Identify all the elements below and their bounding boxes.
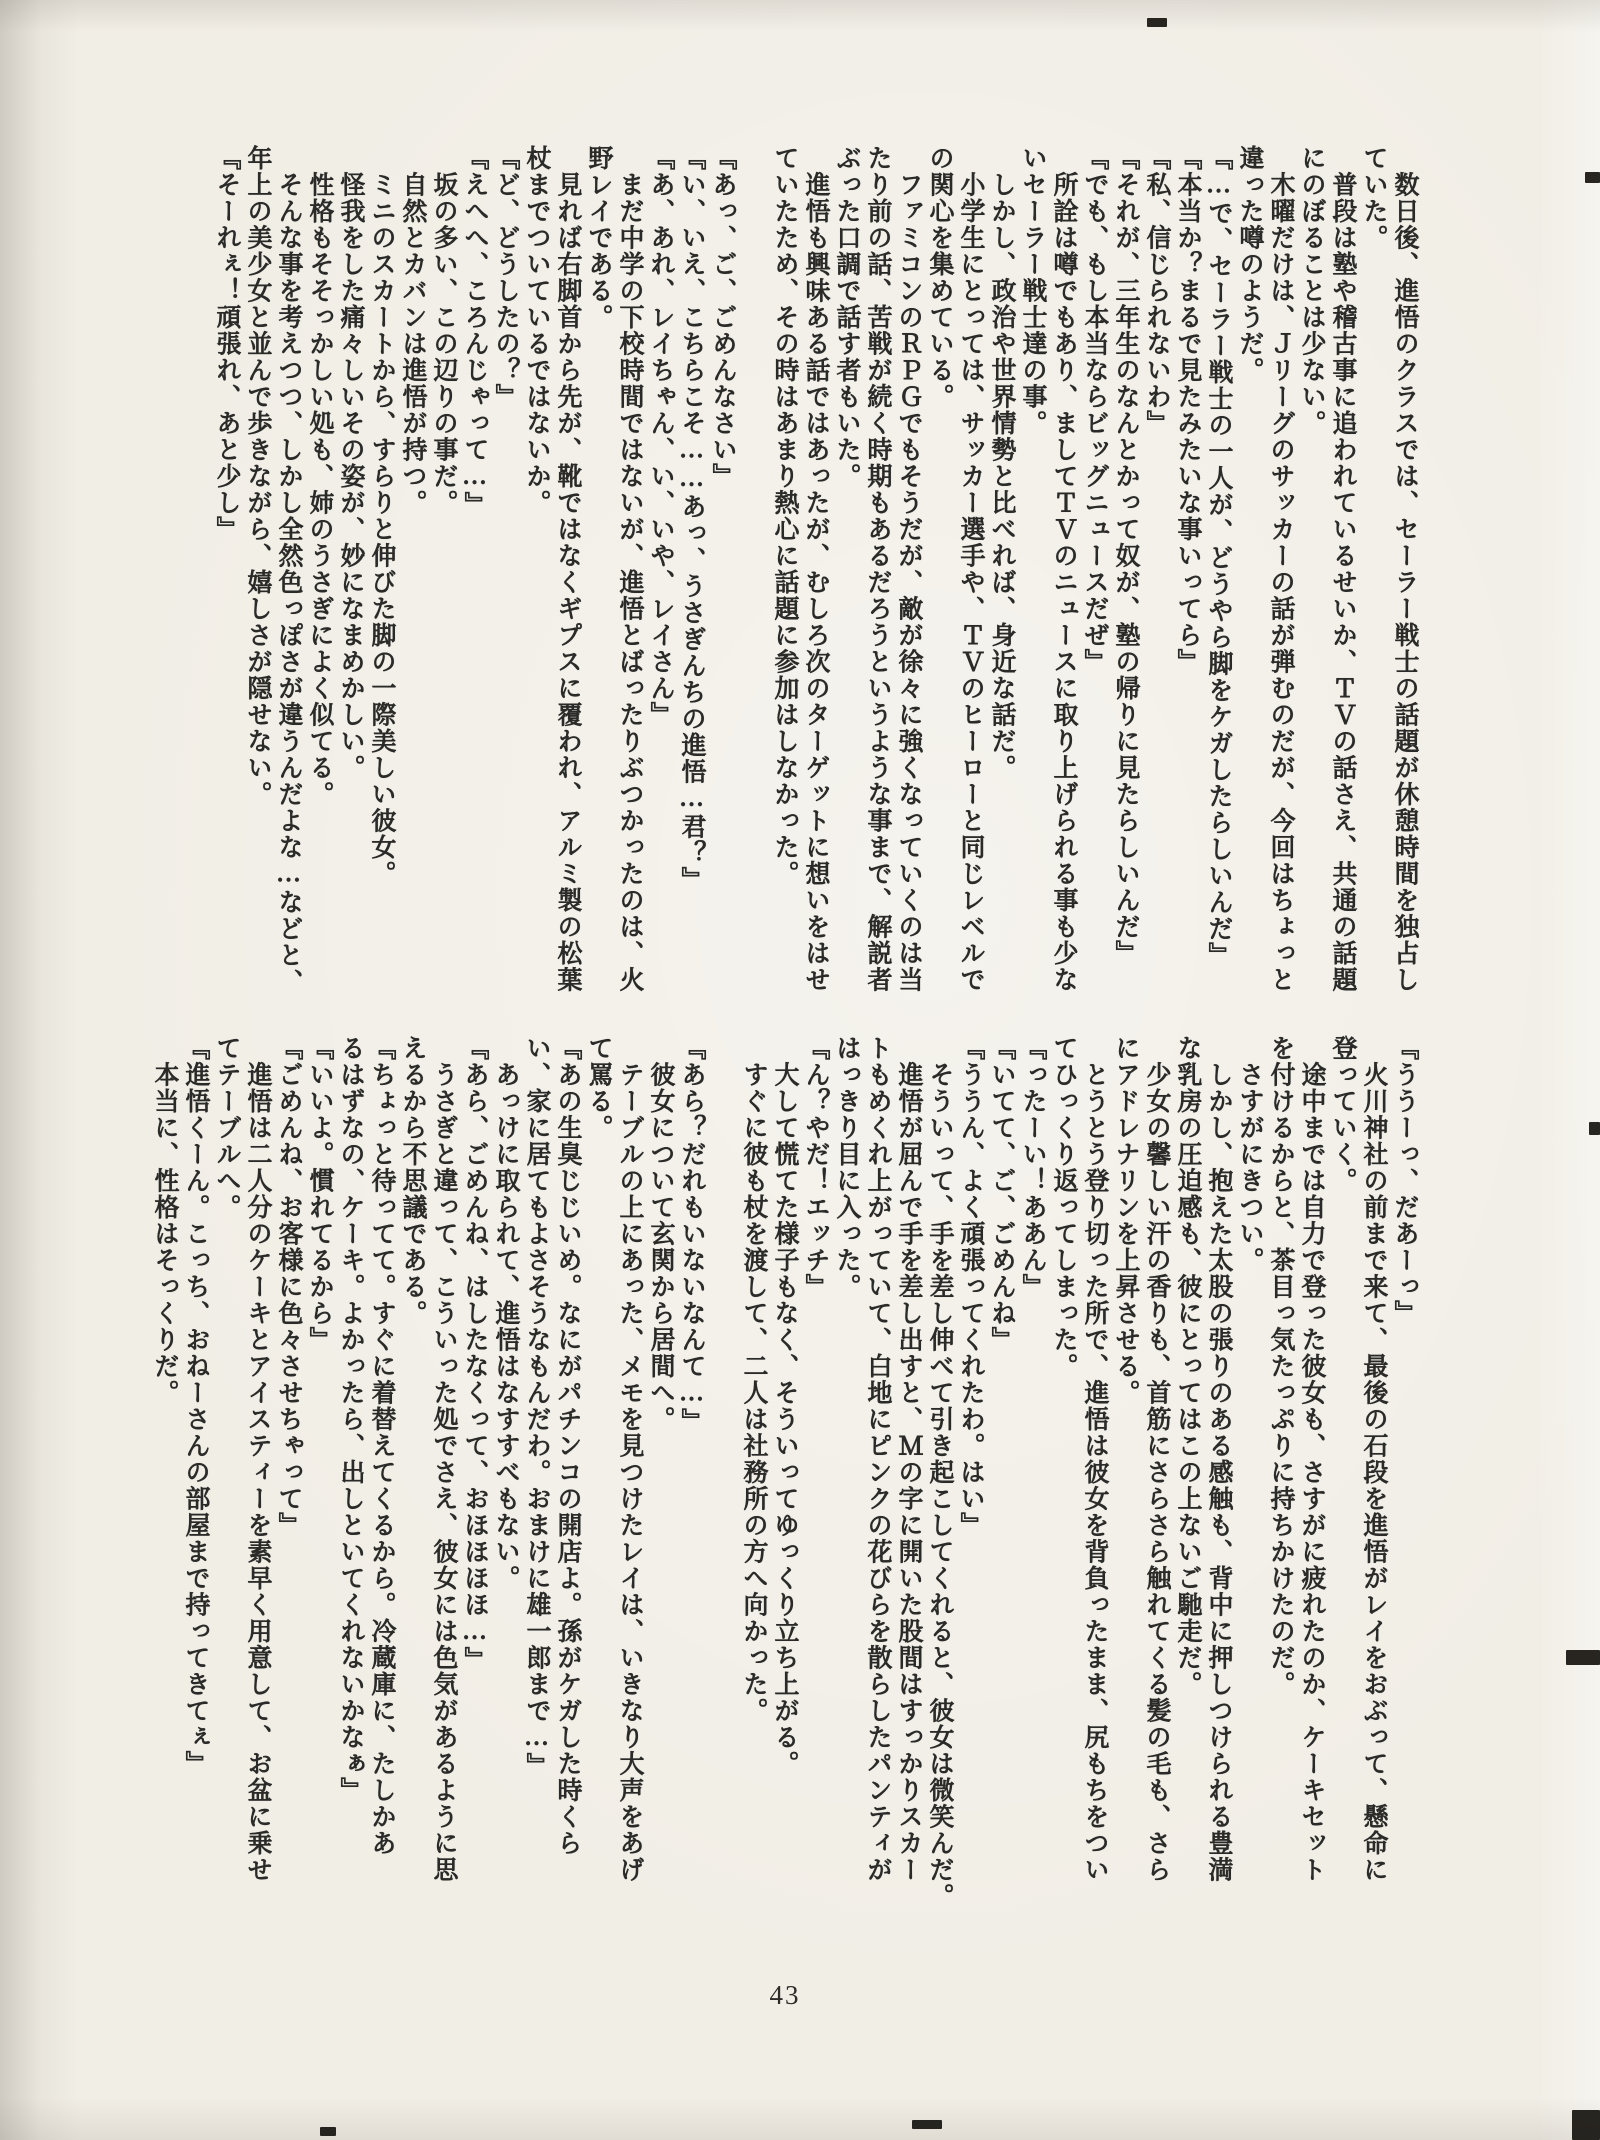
scan-artifact (1572, 2110, 1600, 2140)
text-column: 『ど、どうしたの？』 (492, 145, 519, 410)
text-column: 怪我をした痛々しいその姿が、妙になまめかしい。 (337, 145, 364, 781)
text-block-top (211, 145, 1420, 1040)
text-column: 所詮は噂でもあり、ましてＴＶのニュースに取り上げられる事も少な (1050, 145, 1077, 993)
text-column: 『進悟くーん。こっち、おねーさんの部屋まで持ってきてぇ』 (182, 1035, 209, 1777)
text-column: を付けるからと、茶目っ気たっぷりに持ちかけたのだ。 (1267, 1035, 1294, 1698)
text-column: ていたため、その時はあまり熱心に話題に参加はしなかった。 (771, 145, 798, 887)
text-column: い、家に居てもよさそうなもんだわ。おまけに雄一郎まで…』 (523, 1035, 550, 1779)
text-column: 『ん？やだ！エッチ』 (802, 1035, 829, 1300)
text-column: 『そーれぇ！頑張れ、あと少し』 (213, 145, 240, 543)
text-column: 『…で、セーラー戦士の一人が、どうやら脚をケガしたらしいんだ』 (1205, 145, 1232, 969)
text-column: 少女の馨しい汗の香りも、首筋にさらさら触れてくる髪の毛も、さら (1143, 1035, 1170, 1883)
text-column: るはずなの、ケーキ。よかったら、出しといてくれないかなぁ』 (337, 1035, 364, 1804)
text-column: すぐに彼も杖を渡して、二人は社務所の方へ向かった。 (740, 1035, 767, 1724)
text-column: ファミコンのＲＰＧでもそうだが、敵が徐々に強くなっていくのは当 (895, 145, 922, 993)
text-column: てテーブルへ。 (213, 1035, 240, 1221)
text-column: とうとう登り切った所で、進悟は彼女を背負ったまま、尻もちをつい (1081, 1035, 1108, 1883)
text-column: 『ううん、よく頑張ってくれたわ。はい』 (957, 1035, 984, 1539)
text-column: 『でも、もし本当ならビッグニュースだぜ』 (1081, 145, 1108, 675)
column-gap (707, 1035, 738, 1930)
text-column: 普段は塾や稽古事に追われているせいか、ＴＶの話さえ、共通の話題 (1329, 145, 1356, 993)
text-column: 性格もそそっかしい処も、姉のうさぎによく似てる。 (306, 145, 333, 808)
text-column: たり前の話、苦戦が続く時期もあるだろうというような事まで、解説者 (864, 145, 891, 993)
text-column: 登っていく。 (1329, 1035, 1356, 1194)
text-column: テーブルの上にあった、メモを見つけたレイは、いきなり大声をあげ (616, 1035, 643, 1883)
text-column: まだ中学の下校時間ではないが、進悟とばったりぶつかったのは、火 (616, 145, 643, 993)
column-gap (738, 145, 769, 1040)
scan-artifact (1147, 18, 1167, 27)
scan-artifact (320, 2127, 336, 2136)
text-column: いセーラー戦士達の事。 (1019, 145, 1046, 437)
text-column: 野レイである。 (585, 145, 612, 331)
text-column: 『あ、あれ、レイちゃん、い、いや、レイさん』 (647, 145, 674, 728)
text-column: にアドレナリンを上昇させる。 (1112, 1035, 1139, 1406)
text-column: 杖までついているではないか。 (523, 145, 550, 516)
text-column: 大して慌てた様子もなく、そういってゆっくり立ち上がる。 (771, 1035, 798, 1777)
text-column: 小学生にとっては、サッカー選手や、ＴＶのヒーローと同じレベルで (957, 145, 984, 993)
text-column: 見れば右脚首から先が、靴ではなくギプスに覆われ、アルミ製の松葉 (554, 145, 581, 993)
text-column: 『ちょっと待ってて。すぐに着替えてくるから。冷蔵庫に、たしかあ (368, 1035, 395, 1857)
text-column: 『ううーっ、だあーっ』 (1391, 1035, 1418, 1327)
text-column: 坂の多い、この辺りの事だ。 (430, 145, 457, 516)
text-column: しかし、政治や世界情勢と比べれば、身近な話だ。 (988, 145, 1015, 781)
text-column: 自然とカバンは進悟が持つ。 (399, 145, 426, 516)
text-column: 本当に、性格はそっくりだ。 (151, 1035, 178, 1406)
text-column: にのぼることは少ない。 (1298, 145, 1325, 437)
text-column: 年上の美少女と並んで歩きながら、嬉しさが隠せない。 (244, 145, 271, 808)
text-column: の関心を集めている。 (926, 145, 953, 410)
text-column: 『えへへ、ころんじゃって…』 (461, 145, 488, 518)
text-column: 『ったーい！ああん』 (1019, 1035, 1046, 1300)
text-column: 『い、いえ、こちらこそ……あっ、うさぎんちの進悟…君？』 (678, 145, 705, 893)
text-column: 『本当か？まるで見たみたいな事いってら』 (1174, 145, 1201, 675)
text-column: 進悟は二人分のケーキとアイスティーを素早く用意して、お盆に乗せ (244, 1035, 271, 1883)
text-column: 彼女について玄関から居間へ。 (647, 1035, 674, 1433)
text-column: そんな事を考えつつ、しかし全然色っぽさが違うんだよな…などと、 (275, 145, 302, 995)
text-column: 『あら、ごめんね、はしたなくって、おほほほほ…』 (461, 1035, 488, 1673)
text-column: うさぎと違って、こういった処でさえ、彼女には色気があるように思 (430, 1035, 457, 1883)
text-column: 進悟が屈んで手を差し出すと、Ｍの字に開いた股間はすっかりスカー (895, 1035, 922, 1883)
text-column: そういって、手を差し伸べて引き起こしてくれると、彼女は微笑んだ。 (926, 1035, 953, 1910)
text-column: ていた。 (1360, 145, 1387, 251)
text-column: て罵る。 (585, 1035, 612, 1141)
text-column: な乳房の圧迫感も、彼にとってはこの上ないご馳走だ。 (1174, 1035, 1201, 1698)
scan-artifact (1589, 1122, 1600, 1135)
text-column: 数日後、進悟のクラスでは、セーラー戦士の話題が休憩時間を独占し (1391, 145, 1418, 993)
scan-artifact (912, 2120, 942, 2129)
text-column: しかし、抱えた太股の張りのある感触も、背中に押しつけられる豊満 (1205, 1035, 1232, 1883)
text-column: てひっくり返ってしまった。 (1050, 1035, 1077, 1380)
scan-artifact (1585, 172, 1600, 183)
text-column: ぶった口調で話す者もいた。 (833, 145, 860, 490)
text-column: 『あら？だれもいないなんて…』 (678, 1035, 705, 1435)
text-column: ミニのスカートから、すらりと伸びた脚の一際美しい彼女。 (368, 145, 395, 887)
text-column: 進悟も興味ある話ではあったが、むしろ次のターゲットに想いをはせ (802, 145, 829, 993)
text-column: 違った噂のようだ。 (1236, 145, 1263, 384)
text-column: えるから不思議である。 (399, 1035, 426, 1327)
text-column: 『それが、三年生のなんとかって奴が、塾の帰りに見たらしいんだ』 (1112, 145, 1139, 967)
text-column: 火川神社の前まで来て、最後の石段を進悟がレイをおぶって、懸命に (1360, 1035, 1387, 1883)
text-column: トもめくれ上がっていて、白地にピンクの花びらを散らしたパンティが (864, 1035, 891, 1883)
text-block-bottom (149, 1035, 1420, 1930)
text-column: 途中までは自力で登った彼女も、さすがに疲れたのか、ケーキセット (1298, 1035, 1325, 1883)
text-column: はっきり目に入った。 (833, 1035, 860, 1300)
scan-artifact (1566, 1650, 1600, 1665)
text-column: 『あの生臭じじいめ。なにがパチンコの開店よ。孫がケガした時くら (554, 1035, 581, 1857)
page-number: 43 (769, 1980, 801, 2010)
text-column: 『いてて、ご、ごめんね』 (988, 1035, 1015, 1353)
text-column: 木曜だけは、Ｊリーグのサッカーの話が弾むのだが、今回はちょっと (1267, 145, 1294, 993)
text-column: あっけに取られて、進悟はなすすべもない。 (492, 1035, 519, 1592)
text-column: 『私、信じられないわ』 (1143, 145, 1170, 437)
text-column: さすがにきつい。 (1236, 1035, 1263, 1274)
text-column: 『あっ、ご、ごめんなさい』 (709, 145, 736, 490)
text-column: 『ごめんね、お客様に色々させちゃって』 (275, 1035, 302, 1539)
text-column: 『いいよ。慣れてるから』 (306, 1035, 333, 1353)
